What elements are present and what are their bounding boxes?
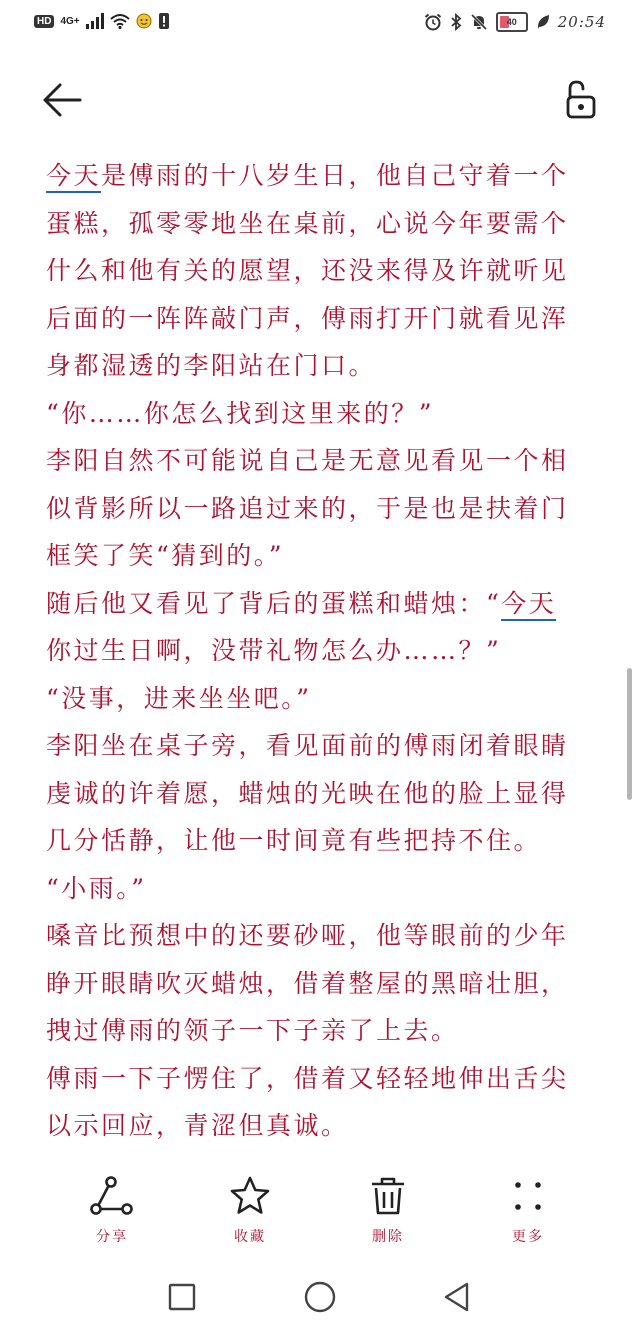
note-line [46, 437, 594, 485]
back-arrow-icon [38, 76, 86, 124]
trash-icon [366, 1176, 410, 1216]
signal-icon [86, 13, 104, 29]
recents-button[interactable] [165, 1280, 199, 1314]
mute-icon [470, 13, 488, 31]
bluetooth-icon [450, 13, 462, 31]
bottom-toolbar [0, 1170, 640, 1256]
clock: 20:54 [557, 13, 606, 31]
unlock-icon [554, 76, 602, 124]
wifi-icon [110, 13, 130, 29]
leaf-icon [536, 14, 550, 30]
triangle-back-icon [440, 1280, 474, 1314]
network-type: 4G+ [60, 15, 80, 27]
status-bar [0, 0, 640, 48]
alert-icon [158, 12, 170, 30]
note-line-text: 后面的一阵阵敲门声，傅雨打开门就看见浑 [46, 303, 569, 333]
note-line-text: 拽过傅雨的领子一下子亲了上去。 [46, 1016, 459, 1045]
note-line [46, 770, 594, 818]
note-line [46, 295, 594, 343]
star-icon [228, 1176, 272, 1216]
highlighted-word[interactable]: 今天 [501, 589, 556, 621]
back-button[interactable] [38, 76, 86, 124]
note-line [46, 627, 594, 675]
note-line-text: 是傅雨的十八岁生日，他自己守着一个 [101, 161, 569, 190]
note-line-text: 李阳坐在桌子旁，看见面前的傅雨闭着眼睛 [46, 731, 569, 760]
note-line [46, 722, 594, 770]
scrollbar[interactable] [627, 668, 632, 800]
more-label: 更多 [512, 1229, 544, 1245]
battery-level: 40 [506, 17, 517, 27]
favorite-button[interactable] [200, 1176, 300, 1246]
note-line [46, 342, 594, 390]
status-right [424, 12, 606, 32]
note-line [46, 912, 594, 960]
note-line [46, 960, 594, 1008]
note-line-text: 你过生日啊，没带礼物怎么办……？” [46, 636, 502, 665]
note-line [46, 200, 594, 248]
hd-badge: HD [34, 15, 54, 28]
note-content[interactable] [46, 152, 594, 1167]
note-line-text: 身都湿透的李阳站在门口。 [46, 351, 377, 380]
back-nav-button[interactable] [440, 1280, 474, 1314]
circle-icon [303, 1280, 337, 1314]
note-line-text: 似背影所以一路追过来的，于是也是扶着门 [46, 493, 569, 523]
battery-icon [496, 12, 528, 32]
note-line [46, 675, 594, 723]
note-line [46, 817, 594, 865]
note-line [46, 580, 594, 628]
note-line-text: 嗓音比预想中的还要砂哑，他等眼前的少年 [46, 921, 569, 950]
note-line [46, 865, 594, 913]
home-button[interactable] [303, 1280, 337, 1314]
note-line-text: 什么和他有关的愿望，还没来得及许就听见 [46, 256, 569, 285]
note-line-text: “你……你怎么找到这里来的？” [46, 398, 435, 428]
note-line [46, 390, 594, 438]
note-line-text: 几分恬静，让他一时间竟有些把持不住。 [46, 826, 542, 855]
alarm-icon [424, 13, 442, 31]
face-icon [136, 13, 152, 29]
note-line-text: 蛋糕，孤零零地坐在桌前，心说今年要需个 [46, 208, 569, 238]
share-label: 分享 [96, 1229, 128, 1245]
more-button[interactable] [478, 1176, 578, 1246]
note-line-text: 随后他又看见了背后的蛋糕和蜡烛：“ [46, 588, 502, 618]
note-line-text: 以示回应，青涩但真诚。 [46, 1111, 349, 1140]
note-line-text: 框笑了笑“猜到的。” [46, 541, 285, 570]
note-line-text: 虔诚的许着愿，蜡烛的光映在他的脸上显得 [46, 778, 569, 808]
note-line [46, 1055, 594, 1103]
status-left [34, 12, 170, 30]
note-line-text: 傅雨一下子愣住了，借着又轻轻地伸出舌尖 [46, 1063, 569, 1093]
unlock-button[interactable] [554, 76, 602, 124]
delete-label: 删除 [372, 1229, 404, 1245]
square-icon [165, 1280, 199, 1314]
note-line [46, 1007, 594, 1055]
share-icon [90, 1176, 134, 1216]
note-line [46, 152, 594, 200]
content-fade [46, 1143, 594, 1167]
system-nav-bar [0, 1262, 640, 1330]
top-app-bar [0, 70, 640, 130]
note-lines [46, 152, 594, 1150]
share-button[interactable] [62, 1176, 162, 1246]
note-line-text: 睁开眼睛吹灭蜡烛，借着整屋的黑暗壮胆， [46, 968, 569, 998]
favorite-label: 收藏 [234, 1229, 266, 1245]
note-line [46, 247, 594, 295]
highlighted-word[interactable]: 今天 [46, 161, 101, 193]
note-line-text: “小雨。” [46, 873, 147, 903]
note-line-text: 李阳自然不可能说自己是无意见看见一个相 [46, 446, 569, 475]
more-dots-icon [506, 1176, 550, 1216]
note-line [46, 532, 594, 580]
note-line-text: “没事，进来坐坐吧。” [46, 683, 312, 713]
note-line [46, 485, 594, 533]
delete-button[interactable] [338, 1176, 438, 1246]
